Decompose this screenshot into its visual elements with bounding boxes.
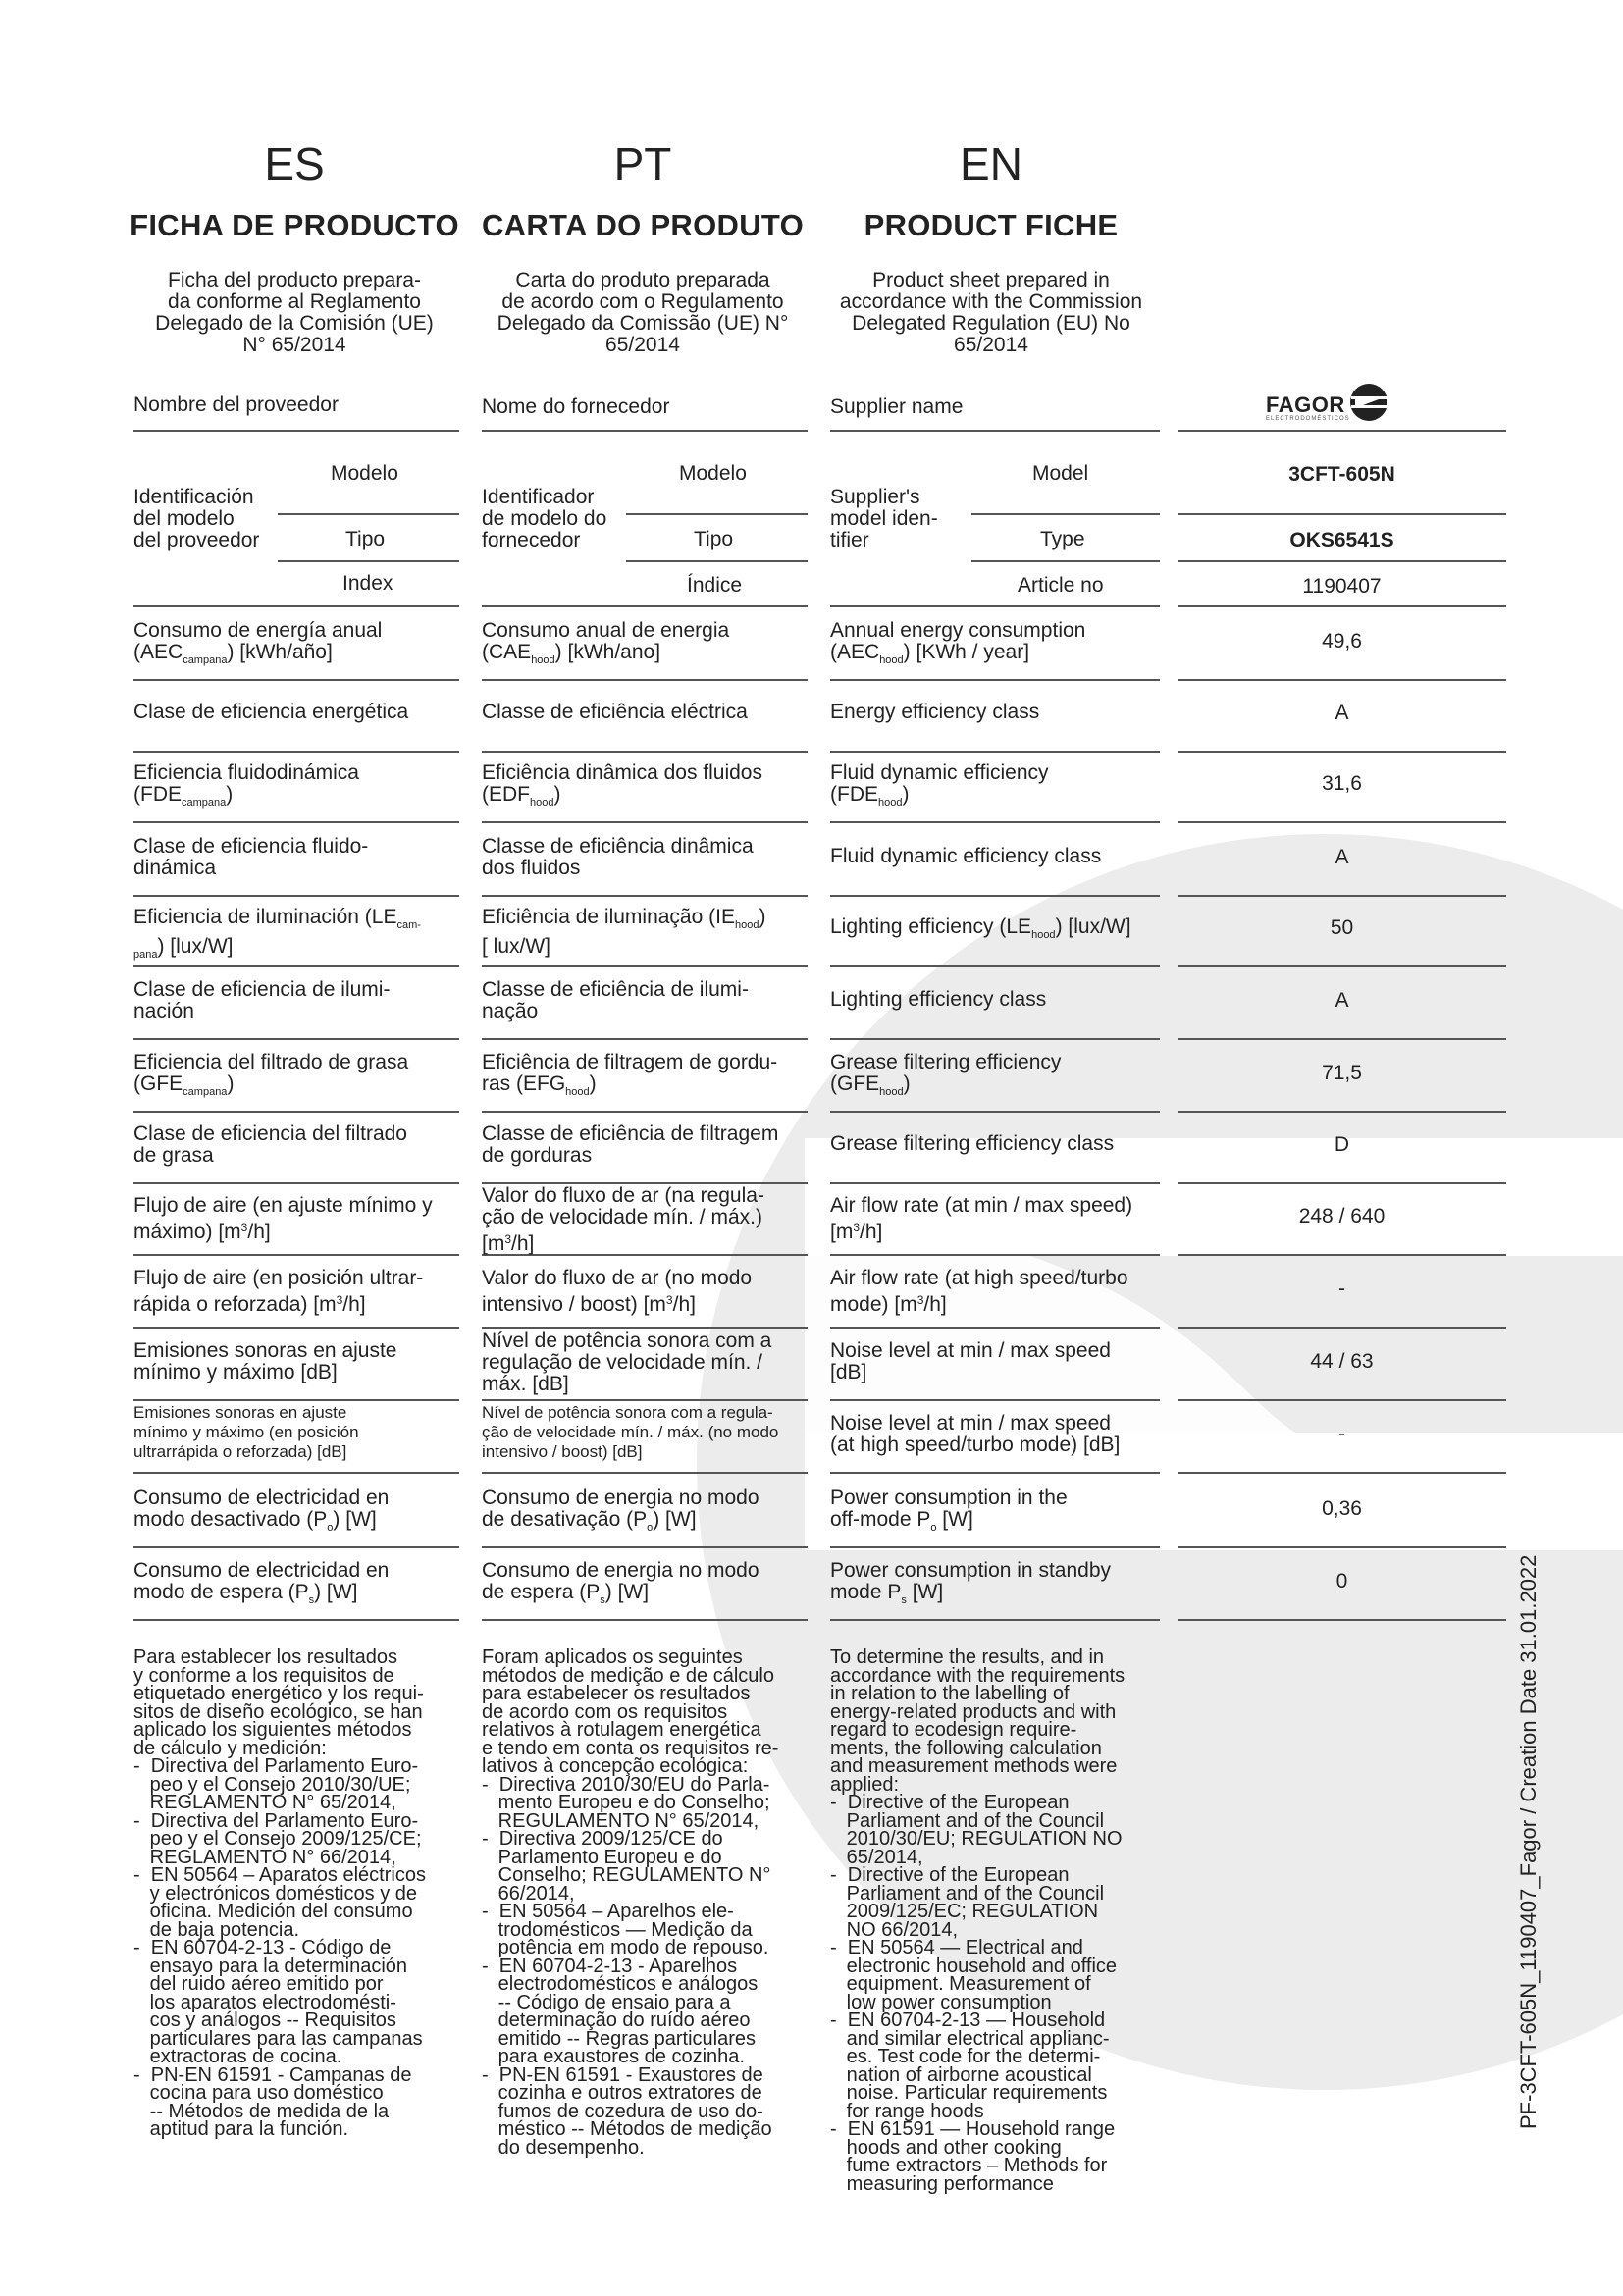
fagor-logo-icon [1349,383,1388,422]
divider-line [278,560,459,562]
spec-value: 71,5 [1322,1062,1362,1084]
divider-line [626,513,808,515]
spec-label-es: Eficiencia de iluminación ($LE_{cam-}$ $_{pana}$) [lux/W] [133,906,421,961]
spec-label-pt: Valor do fluxo de ar (na regula- ção de velocidade mín. / máx.) $[m^3/h]$ [482,1184,764,1255]
lang-code-es: ES [264,138,325,189]
spec-value: 49,6 [1322,630,1362,652]
divider-line [482,1327,808,1329]
divider-line [482,895,808,897]
spec-label-es: Clase de eficiencia fluido- dinámica [133,835,369,879]
divider-line [133,679,459,681]
divider-line [133,821,459,823]
supplier-label-en: Supplier name [830,395,964,418]
divider-line [482,1399,808,1401]
divider-line [133,1472,459,1474]
side-note: PF-3CFT-605N_1190407_Fagor / Creation Date 31.01.2022 [1516,1554,1541,2129]
spec-label-pt: Eficiência de filtragem de gordu- ras $(EFG_{hood})$ [482,1051,778,1098]
divider-line [1178,751,1506,753]
divider-line [830,1472,1160,1474]
spec-label-pt: Consumo de energia no modo de espera $(P_s)$ [W] [482,1559,759,1606]
ident-type-es: Tipo [345,528,386,550]
lang-code-en: EN [960,138,1022,189]
spec-label-es: Emisiones sonoras en ajuste mínimo y máximo [dB] [133,1339,397,1383]
ident-index-pt: Índice [687,574,743,597]
divider-line [133,895,459,897]
divider-line [133,605,459,607]
spec-label-en: Fluid dynamic efficiency class [830,845,1102,867]
divider-line [1178,1182,1506,1184]
ident-index-value: 1190407 [1302,575,1382,598]
spec-label-pt: Valor do fluxo de ar (no modo intensivo / boost) $[m^3/h]$ [482,1267,753,1316]
divider-line [1178,1254,1506,1256]
divider-line [1178,513,1506,515]
spec-label-en: Lighting efficiency class [830,988,1047,1011]
divider-line [133,1619,459,1621]
divider-line [1178,1327,1506,1329]
spec-label-es: Flujo de aire (en posición ultrar- rápida o reforzada) $[m^3/h]$ [133,1267,424,1316]
divider-line [1178,560,1506,562]
divider-line [971,513,1160,515]
divider-line [482,679,808,681]
spec-label-en: Noise level at min / max speed (at high speed/turbo mode) [dB] [830,1412,1121,1456]
supplier-label-es: Nombre del proveedor [133,393,339,416]
brand-name: FAGOR [1266,392,1345,417]
spec-label-es: Flujo de aire (en ajuste mínimo y máximo) $[m^3/h]$ [133,1194,433,1243]
lang-code-pt: PT [613,138,672,189]
divider-line [482,821,808,823]
divider-line [830,1399,1160,1401]
spec-label-es: Clase de eficiencia de ilumi- nación [133,978,391,1022]
divider-line [1178,430,1506,432]
divider-line [482,965,808,967]
ident-label-en: Supplier's model iden- tifier [830,486,938,551]
divider-line [830,430,1160,432]
spec-label-en: Energy efficiency class [830,701,1040,723]
divider-line [133,1111,459,1113]
divider-line [1178,1038,1506,1040]
spec-label-pt: Eficiência de iluminação $(IE_{hood})$ [ lux/W] [482,906,766,958]
ident-model-pt: Modelo [679,462,747,485]
ident-type-en: Type [1040,528,1085,550]
spec-label-es: Consumo de electricidad en modo de espera $(P_s)$ [W] [133,1559,390,1606]
spec-value: 50 [1330,916,1354,939]
spec-value: 31,6 [1322,772,1362,795]
spec-value: 248 / 640 [1298,1205,1386,1227]
spec-label-en: Noise level at min / max speed [dB] [830,1339,1111,1383]
spec-label-es: Clase de eficiencia energética [133,701,409,723]
spec-label-es: Consumo de electricidad en modo desactivado $(P_o)$ [W] [133,1487,390,1534]
title-es: FICHA DE PRODUCTO [130,208,459,242]
spec-label-pt: Consumo de energia no modo de desativação $(P_o)$ [W] [482,1487,759,1534]
ident-index-en: Article no [1018,574,1104,597]
divider-line [482,430,808,432]
spec-label-pt: Nível de potência sonora com a regula- ção de velocidade mín. / máx. (no modo intensivo / boost) [dB] [482,1403,779,1461]
brand-logo [1266,383,1388,422]
divider-line [830,1619,1160,1621]
spec-label-pt: Nível de potência sonora com a regulação de velocidade mín. / máx. [dB] [482,1330,772,1395]
divider-line [278,513,459,515]
supplier-label-pt: Nome do fornecedor [482,395,670,418]
ident-index-es: Index [342,572,393,595]
divider-line [482,1619,808,1621]
ident-model-value: 3CFT-605N [1288,463,1395,486]
ident-type-value: OKS6541S [1289,529,1394,551]
title-pt: CARTA DO PRODUTO [482,208,804,242]
divider-line [133,1399,459,1401]
divider-line [482,1472,808,1474]
brand-tagline: ELECTRODOMÉSTICOS [1266,416,1350,422]
spec-value: 0,36 [1322,1497,1362,1520]
divider-line [482,1111,808,1113]
spec-value: A [1335,702,1349,724]
spec-label-en: Grease filtering efficiency $(GFE_{hood})$ [830,1051,1062,1098]
divider-line [482,605,808,607]
spec-label-en: Air flow rate (at min / max speed) $[m^3/h]$ [830,1194,1133,1243]
intro-es: Ficha del producto prepara- da conforme al Reglamento Delegado de la Comisión (UE) N° 65/2014 [155,269,434,356]
divider-line [133,1038,459,1040]
spec-label-es: Clase de eficiencia del filtrado de grasa [133,1122,407,1167]
spec-value: 0 [1335,1570,1348,1592]
intro-pt: Carta do produto preparada de acordo com o Regulamento Delegado da Comissão (UE) N° 65/2014 [497,269,789,356]
divider-line [830,821,1160,823]
spec-label-pt: Consumo anual de energia $(CAE_{hood})$ [kWh/ano] [482,619,730,666]
divider-line [482,1038,808,1040]
spec-label-es: Eficiencia fluidodinámica $(FDE_{campana})$ [133,761,359,809]
ident-label-pt: Identificador de modelo do fornecedor [482,486,607,551]
spec-label-en: Air flow rate (at high speed/turbo mode) $[m^3/h]$ [830,1267,1128,1316]
divider-line [971,560,1160,562]
divider-line [482,751,808,753]
divider-line [133,430,459,432]
spec-label-en: Grease filtering efficiency class [830,1132,1115,1155]
spec-label-es: Eficiencia del filtrado de grasa $(GFE_{campana})$ [133,1051,409,1098]
spec-label-en: Lighting efficiency $(LE_{hood})$ [lux/W] [830,915,1131,941]
divider-line [830,965,1160,967]
divider-line [133,1327,459,1329]
spec-label-en: Power consumption in standby mode $P_s$ [W] [830,1559,1111,1606]
divider-line [482,1546,808,1548]
spec-value: A [1335,989,1349,1012]
divider-line [133,1182,459,1184]
spec-label-pt: Classe de eficiência de filtragem de gorduras [482,1122,779,1167]
divider-line [830,679,1160,681]
divider-line [1178,605,1506,607]
divider-line [830,1111,1160,1113]
divider-line [830,751,1160,753]
title-en: PRODUCT FICHE [864,208,1119,242]
spec-label-pt: Classe de eficiência dinâmica dos fluidos [482,835,754,879]
divider-line [1178,1399,1506,1401]
divider-line [830,605,1160,607]
ident-label-es: Identificación del modelo del proveedor [133,486,260,551]
divider-line [626,560,808,562]
intro-en: Product sheet prepared in accordance with the Commission Delegated Regulation (EU) No 65/2014 [839,269,1143,356]
ident-model-es: Modelo [331,462,398,485]
divider-line [830,1546,1160,1548]
divider-line [1178,1472,1506,1474]
divider-line [1178,1546,1506,1548]
divider-line [1178,965,1506,967]
divider-line [830,1254,1160,1256]
divider-line [1178,1111,1506,1113]
divider-line [830,1327,1160,1329]
spec-value: A [1335,846,1349,868]
spec-label-pt: Classe de eficiência eléctrica [482,701,748,723]
footer-pt: Foram aplicados os seguintes métodos de medição e de cálculo para estabelecer os resultados de acordo com os requisitos relativos à rotulagem energética e tendo em conta os requisitos re- lativos à concepção ecológica: - Directiva 2010/30/EU do Parla- mento Europeu e do Conselho; REGULAMENTO N° 65/2014, - Directiva 2009/125/CE do Parlamento Europeu e do Conselho; REGULAMENTO N° 66/2014, - EN 50564 – Aparelhos ele- trodomésticos — Medição da potência em modo de repouso. - EN 60704-2-13 - Aparelhos electrodomésticos e análogos -- Código de ensaio para a determinação do ruído aéreo emitido -- Regras particulares para exaustores de cozinha. - PN-EN 61591 - Exaustores de cozinha e outros extratores de fumos de cozedura de uso do- méstico -- Métodos de medição do desempenho. [482,1646,779,2159]
spec-label-en: Fluid dynamic efficiency $(FDE_{hood})$ [830,761,1049,809]
spec-label-en: Power consumption in the off-mode $P_o$ [W] [830,1487,1068,1534]
divider-line [133,1546,459,1548]
divider-line [133,1254,459,1256]
spec-label-pt: Classe de eficiência de ilumi- nação [482,978,749,1022]
spec-value: 44 / 63 [1310,1350,1374,1373]
spec-value: - [1338,1278,1345,1300]
spec-label-es: Emisiones sonoras en ajuste mínimo y máximo (en posición ultrarrápida o reforzada) [dB] [133,1403,359,1461]
ident-model-en: Model [1032,462,1089,485]
divider-line [830,895,1160,897]
divider-line [1178,821,1506,823]
footer-en: To determine the results, and in accordance with the requirements in relation to the labelling of energy-related products and with regard to ecodesign require- ments, the following calculation and measurement methods were applied: - Directive of the European Parliament and of the Council 2010/30/EU; REGULATION NO 65/2014, - Directive of the European Parliament and of the Council 2009/125/EC; REGULATION NO 66/2014, - EN 50564 — Electrical and electronic household and office equipment. Measurement of low power consumption - EN 60704-2-13 — Household and similar electrical applianc- es. Test code for the determi- nation of airborne acoustical noise. Particular requirements for range hoods - EN 61591 — Household range hoods and other cooking fume extractors – Methods for measuring performance [830,1646,1126,2195]
divider-line [830,1182,1160,1184]
divider-line [133,965,459,967]
spec-label-es: Consumo de energía anual $(AEC_{campana})$ [kWh/año] [133,619,383,666]
spec-value: D [1334,1133,1350,1156]
divider-line [1178,895,1506,897]
spec-value: - [1338,1423,1345,1445]
divider-line [1178,679,1506,681]
footer-es: Para establecer los resultados y conforme a los requisitos de etiquetado energético y los requi- sitos de diseño ecológico, se han aplicado los siguientes métodos de cálculo y medición: - Directiva del Parlamento Euro- peo y el Consejo 2010/30/UE; REGLAMENTO N° 65/2014, - Directiva del Parlamento Euro- peo y el Consejo 2009/125/CE; REGLAMENTO N° 66/2014, - EN 50564 – Aparatos eléctricos y electrónicos domésticos y de oficina. Medición del consumo de baja potencia. - EN 60704-2-13 - Código de ensayo para la determinación del ruido aéreo emitido por los aparatos electrodomésti- cos y análogos -- Requisitos particulares para las campanas extractoras de cocina. - PN-EN 61591 - Campanas de cocina para uso doméstico -- Métodos de medida de la aptitud para la función. [133,1646,426,2140]
ident-type-pt: Tipo [694,528,734,550]
spec-label-en: Annual energy consumption $(AEC_{hood})$ [KWh / year] [830,619,1086,666]
spec-label-pt: Eficiência dinâmica dos fluidos $(EDF_{hood})$ [482,761,762,809]
divider-line [830,1038,1160,1040]
divider-line [1178,1619,1506,1621]
divider-line [133,751,459,753]
